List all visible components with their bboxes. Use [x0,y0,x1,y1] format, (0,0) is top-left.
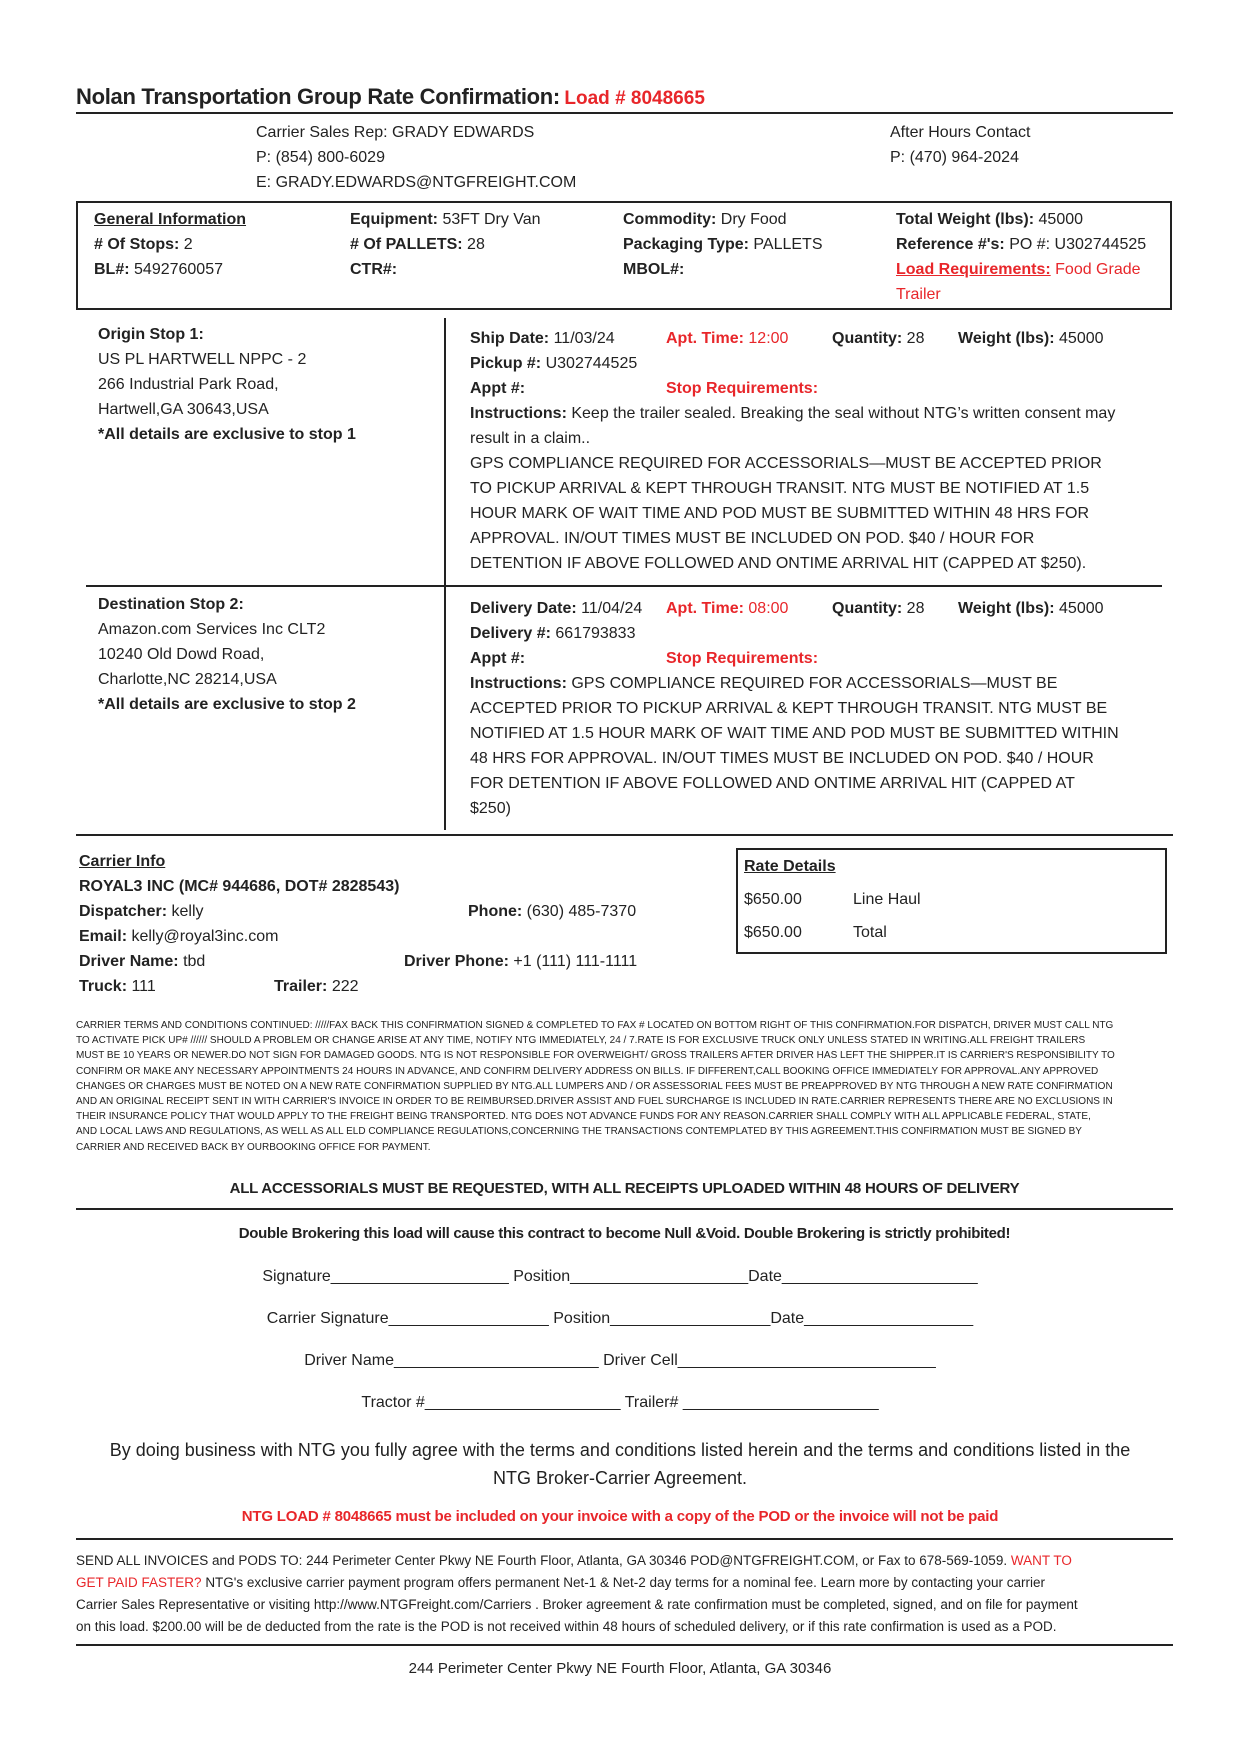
dest-weight-value: 45000 [1059,600,1104,617]
load-requirements-label: Load Requirements: [896,261,1051,278]
general-col-3 [623,207,823,282]
after-hours-phone: P: (470) 964-2024 [890,149,1019,166]
origin-stop-details [470,326,1170,576]
dest-instructions-line: NOTIFIED AT 1.5 HOUR MARK OF WAIT TIME AND POD MUST BE SUBMITTED WITHIN [470,725,1119,742]
commodity-value: Dry Food [720,211,787,228]
accessorials-notice: ALL ACCESSORIALS MUST BE REQUESTED, WITH ALL RECEIPTS UPLOADED WITHIN 48 HOURS OF DELIVERY [229,1180,1020,1197]
general-col-1 [94,207,246,282]
carrier-rule [76,834,1173,836]
reference-value: PO #: U302744525 [1009,236,1147,253]
rate-details-heading: Rate Details [744,858,836,875]
rate-amount: $650.00 [744,924,802,941]
signature-line[interactable]: Signature____________________ Position____________________Date______________________ [262,1268,978,1285]
load-requirements-value: Food Grade [1055,261,1141,278]
origin-instructions-line: DETENTION IF ABOVE FOLLOWED AND ONTIME ARRIVAL HIT (CAPPED AT $250). [470,555,1087,572]
agreement-line: By doing business with NTG you fully agree with the terms and conditions listed herein and the terms and conditions listed in the [109,1440,1131,1460]
title-rule [76,112,1173,114]
footer-rule-bottom [76,1644,1173,1646]
origin-address-1: 266 Industrial Park Road, [98,376,279,393]
footer-carrier-rep: Carrier Sales Representative or visiting http://www.NTGFreight.com/Carriers . Broker agreement & rate confirmation must be completed, signed, and on file for payment [76,1597,1078,1612]
origin-qty-value: 28 [906,330,925,347]
trailer-value: 222 [331,978,359,995]
origin-instructions-line: Keep the trailer sealed. Breaking the seal without NTG’s written consent may [571,405,1116,422]
carrier-info-heading: Carrier Info [79,853,166,870]
mbol-label: MBOL#: [623,261,685,278]
destination-address-2: Charlotte,NC 28214,USA [98,671,277,688]
terms-line: THEIR INSURANCE POLICY THAT WOULD APPLY TO THE FREIGHT BEING TRANSPORTED. NTG DOES NOT ADVANCE FUNDS FOR ANY REASON.CARRIER SHALL COMPLY WITH ALL APPLICABLE FEDERAL, STATE, [76,1111,1091,1123]
pallets-value: 28 [467,236,485,253]
dest-instructions-line: ACCEPTED PRIOR TO PICKUP ARRIVAL & KEPT THROUGH TRANSIT. NTG MUST BE [470,700,1108,717]
delivery-number-value: 661793833 [555,625,636,642]
packaging-value: PALLETS [753,236,823,253]
rate-description: Line Haul [853,891,921,908]
carrier-email-value: kelly@royal3inc.com [131,928,279,945]
origin-apt-value: 12:00 [748,330,789,347]
origin-name: US PL HARTWELL NPPC - 2 [98,351,307,368]
delivery-number-label: Delivery #: [470,625,551,642]
dest-instructions-line: GPS COMPLIANCE REQUIRED FOR ACCESSORIALS—MUST BE [571,675,1058,692]
packaging-label: Packaging Type: [623,236,749,253]
origin-instructions-line: TO PICKUP ARRIVAL & KEPT THROUGH TRANSIT. NTG MUST BE NOTIFIED AT 1.5 [470,480,1090,497]
footer-address: 244 Perimeter Center Pkwy NE Fourth Floor, Atlanta, GA 30346 [408,1660,832,1677]
driver-name-value: tbd [183,953,206,970]
origin-instructions-line: GPS COMPLIANCE REQUIRED FOR ACCESSORIALS—MUST BE ACCEPTED PRIOR [470,455,1102,472]
ship-date-value: 11/03/24 [553,330,615,347]
origin-instructions-label: Instructions: [470,405,567,422]
destination-address-1: 10240 Old Dowd Road, [98,646,265,663]
sales-rep: Carrier Sales Rep: GRADY EDWARDS [256,124,535,141]
double-brokering-notice: Double Brokering this load will cause this contract to become Null &Void. Double Brokering is strictly prohibited! [238,1225,1011,1242]
carrier-email-label: Email: [79,928,128,945]
origin-qty-label: Quantity: [832,330,903,347]
origin-stop-address [98,322,356,447]
origin-stop-requirements-label: Stop Requirements: [666,380,819,397]
dest-instructions-line: FOR DETENTION IF ABOVE FOLLOWED AND ONTIME ARRIVAL HIT (CAPPED AT [470,775,1075,792]
general-col-4 [896,207,1146,307]
origin-apt-label: Apt. Time: [666,330,744,347]
footer-want-to: WANT TO [1010,1553,1072,1568]
equipment-label: Equipment: [350,211,438,228]
stops-value: 2 [183,236,193,253]
driver-phone-value: +1 (111) 111-1111 [513,953,638,970]
terms-line: CONFIRM OR MAKE ANY NECESSARY APPOINTMENTS 24 HOURS IN ADVANCE, AND CONFIRM DELIVERY ADDRESS ON BILLS. IF DIFFERENT,CALL BOOKING OFFICE IMMEDIATELY FOR APPROVAL.ANY APPROVED [76,1065,1099,1077]
carrier-info [79,849,679,999]
agreement-text [0,1436,1240,1492]
destination-stop-details [470,596,1170,821]
trailer-label: Trailer: [274,978,328,995]
origin-appt-label: Appt #: [470,380,526,397]
origin-heading: Origin Stop 1: [98,326,204,343]
destination-stop-address [98,592,356,717]
pickup-number-value: U302744525 [545,355,638,372]
terms-line: CARRIER TERMS AND CONDITIONS CONTINUED: /////FAX BACK THIS CONFIRMATION SIGNED & COMPLETED TO FAX # LOCATED ON BOTTOM RIGHT OF THIS CONFIRMATION.FOR DISPATCH, DRIVER MUST CALL NTG [76,1020,1114,1031]
footer-get-paid-faster[interactable]: GET PAID FASTER? [76,1575,202,1590]
dest-apt-value: 08:00 [748,600,789,617]
document-title [76,84,705,110]
terms-line: CHANGES OR CHARGES MUST BE NOTED ON A NEW RATE CONFIRMATION SUPPLIED BY NTG.ALL LUMPERS AND / OR ASSESSORIAL FEES MUST BE PREAPPROVED BY NTG THROUGH A NEW RATE CONFIRMATION [76,1080,1113,1092]
load-number: Load # 8048665 [564,88,705,109]
origin-note: *All details are exclusive to stop 1 [98,426,356,443]
dispatcher-value: kelly [171,903,204,920]
footer-text [76,1550,1173,1638]
general-info-heading: General Information [94,211,247,228]
stops-label: # Of Stops: [94,236,180,253]
sales-rep-phone: P: (854) 800-6029 [256,149,385,166]
truck-value: 111 [131,978,156,995]
tractor-trailer-line[interactable]: Tractor #______________________ Trailer# ______________________ [361,1394,879,1411]
delivery-date-label: Delivery Date: [470,600,577,617]
after-hours-block [890,120,1031,170]
after-hours-label: After Hours Contact [890,124,1031,141]
dest-apt-label: Apt. Time: [666,600,744,617]
rate-amount: $650.00 [744,891,802,908]
dest-weight-label: Weight (lbs): [958,600,1055,617]
rate-description: Total [853,924,887,941]
origin-weight-value: 45000 [1059,330,1104,347]
terms-line: AND LOCAL LAWS AND REGULATIONS, AS WELL AS ALL ELD COMPLIANCE REGULATIONS,CONCERNING THE TRANSACTIONS CONTEMPLATED BY THIS AGREEMENT.THIS CONFIRMATION MUST BE SIGNED BY [76,1126,1082,1138]
terms-line: CARRIER AND RECEIVED BACK BY OURBOOKING OFFICE FOR PAYMENT. [76,1141,431,1153]
terms-line: MUST BE 10 YEARS OR NEWER.DO NOT SIGN FOR DAMAGED GOODS. NTG IS NOT RESPONSIBLE FOR OVERWEIGHT/ GROSS TRAILERS AFTER DRIVER HAS LEFT THE SHIPPER.IT IS CARRIER'S RESPONSIBILITY TO [76,1050,1115,1062]
dest-stop-requirements-label: Stop Requirements: [666,650,819,667]
pallets-label: # Of PALLETS: [350,236,463,253]
title-text: Nolan Transportation Group Rate Confirmation: [76,84,560,109]
carrier-name: ROYAL3 INC (MC# 944686, DOT# 2828543) [79,878,400,895]
dest-instructions-label: Instructions: [470,675,567,692]
agreement-line: NTG Broker-Carrier Agreement. [492,1468,748,1488]
carrier-phone-value: (630) 485-7370 [526,903,637,920]
dest-appt-label: Appt #: [470,650,526,667]
footer-payment-program: NTG's exclusive carrier payment program offers permanent Net-1 & Net-2 day terms for a nominal fee. Learn more by contacting your carrier [205,1575,1045,1590]
rate-details-box [736,848,1167,954]
origin-instructions-line: HOUR MARK OF WAIT TIME AND POD MUST BE SUBMITTED WITHIN 48 HRS FOR [470,505,1090,522]
reference-label: Reference #'s: [896,236,1005,253]
notice-rule [76,1208,1173,1210]
driver-name-label: Driver Name: [79,953,179,970]
delivery-date-value: 11/04/24 [581,600,643,617]
terms-line: TO ACTIVATE PICK UP# ////// SHOULD A PROBLEM OR CHANGE ARISE AT ANY TIME, NOTIFY NTG IMMEDIATELY, 24 / 7.RATE IS FOR EXCLUSIVE TRUCK ONLY UNLESS STATED IN WRITING.ALL FREIGHT TRAILERS [76,1035,1086,1047]
rate-row [744,924,887,942]
dest-qty-value: 28 [906,600,925,617]
invoice-notice: NTG LOAD # 8048665 must be included on your invoice with a copy of the POD or the invoice will not be paid [241,1508,999,1525]
general-col-2 [350,207,541,282]
origin-instructions-line: APPROVAL. IN/OUT TIMES MUST BE INCLUDED ON POD. $40 / HOUR FOR [470,530,1035,547]
commodity-label: Commodity: [623,211,717,228]
dest-instructions-line: 48 HRS FOR APPROVAL. IN/OUT TIMES MUST BE INCLUDED ON POD. $40 / HOUR [470,750,1094,767]
truck-label: Truck: [79,978,128,995]
dest-instructions-line: $250) [470,800,511,817]
destination-heading: Destination Stop 2: [98,596,244,613]
sales-rep-email: E: GRADY.EDWARDS@NTGFREIGHT.COM [256,174,577,191]
footer-send-invoices: SEND ALL INVOICES and PODS TO: 244 Perimeter Center Pkwy NE Fourth Floor, Atlanta, GA 30346 POD@NTGFREIGHT.COM, or Fax to 678-569-1059. [76,1553,1008,1568]
sales-rep-block [256,120,576,195]
bl-label: BL#: [94,261,130,278]
pickup-number-label: Pickup #: [470,355,542,372]
footer-deduction: on this load. $200.00 will be de deducted from the rate is the POD is not received within 48 hours of scheduled delivery, or if this rate confirmation is used as a POD. [76,1619,1057,1634]
total-weight-value: 45000 [1038,211,1084,228]
ship-date-label: Ship Date: [470,330,550,347]
driver-line[interactable]: Driver Name_______________________ Driver Cell_____________________________ [304,1352,936,1369]
carrier-terms [76,1018,1168,1155]
equipment-value: 53FT Dry Van [442,211,541,228]
ctr-label: CTR#: [350,261,398,278]
dest-qty-label: Quantity: [832,600,903,617]
driver-phone-label: Driver Phone: [404,953,509,970]
rate-row [744,891,921,909]
carrier-signature-line[interactable]: Carrier Signature__________________ Position__________________Date___________________ [266,1310,974,1327]
carrier-phone-label: Phone: [468,903,523,920]
destination-name: Amazon.com Services Inc CLT2 [98,621,326,638]
dispatcher-label: Dispatcher: [79,903,168,920]
origin-weight-label: Weight (lbs): [958,330,1055,347]
total-weight-label: Total Weight (lbs): [896,211,1035,228]
origin-address-2: Hartwell,GA 30643,USA [98,401,269,418]
terms-line: AND AN ORIGINAL RECEIPT SENT IN WITH CARRIER'S INVOICE IN ORDER TO BE REIMBURSED.DRIVER ASSIST AND FUEL SURCHARGE IS INCLUDED IN RATE.CARRIER REPRESENTS THERE ARE NO EXCLUSIONS IN [76,1096,1113,1108]
bl-value: 5492760057 [134,261,223,278]
load-requirements-value-2: Trailer [896,286,941,303]
origin-instructions-line: result in a claim.. [470,430,591,447]
stops-divider-horizontal [86,585,1162,587]
footer-rule-top [76,1538,1173,1540]
destination-note: *All details are exclusive to stop 2 [98,696,356,713]
stops-divider-vertical [444,318,446,830]
